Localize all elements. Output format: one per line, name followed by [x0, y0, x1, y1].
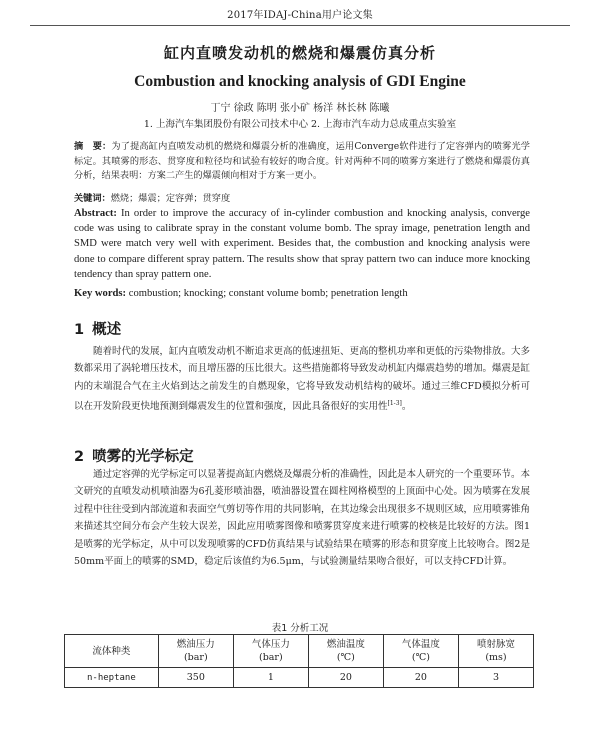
- keywords-en-label: Key words:: [74, 288, 127, 299]
- table-header-cell: 喷射脉宽 (ms): [458, 635, 533, 668]
- section-1-heading: [74, 318, 121, 339]
- citation: [1-3]: [387, 400, 402, 408]
- table-cell: 350: [158, 668, 233, 688]
- section-1-paragraph: [74, 343, 530, 416]
- section-2-title: 喷雾的光学标定: [92, 449, 194, 465]
- section-1-number: 1: [74, 322, 85, 338]
- table-header-cell: 流体种类: [65, 635, 159, 668]
- abstract-en: [74, 206, 530, 282]
- abstract-zh: [74, 140, 530, 184]
- table-cell: n-heptane: [65, 668, 159, 688]
- table-row: [65, 668, 534, 688]
- abstract-en-label: Abstract:: [74, 208, 117, 219]
- section-1-end: 。: [401, 401, 412, 413]
- keywords-zh: [74, 190, 530, 204]
- abstract-en-text: In order to improve the accuracy of in-cylinder combustion and knocking analysis, converge code was using to calibrate spray in the constant volume bomb. The spray image, penetration length and SMD were match very well with experiment. Besides that, the combustion and knocking analysis were done to compare different spray pattern. The results show that spray pattern two can induce more knocking tendency than spray pattern one.: [74, 208, 530, 280]
- affiliations: 1. 上海汽车集团股份有限公司技术中心 2. 上海市汽车动力总成重点实验室: [143, 119, 457, 130]
- abstract-zh-text: 为了提高缸内直喷发动机的燃烧和爆震分析的准确度，运用Converge软件进行了定容弹内的喷雾光学标定。其喷雾的形态、贯穿度和粒径均和试验有较好的吻合度。针对两种不同的喷雾方案进行了燃烧和爆震仿真分析，结果表明：方案二产生的爆震倾向相对于方案一更小。: [74, 141, 530, 182]
- table-header-cell: 燃油温度 (℃): [308, 635, 383, 668]
- table-cell: 20: [308, 668, 383, 688]
- section-2-heading: [74, 445, 194, 466]
- table-1: [64, 634, 534, 688]
- table-header-cell: 气体温度 (℃): [383, 635, 458, 668]
- table-cell: 20: [383, 668, 458, 688]
- section-2-number: 2: [74, 449, 85, 465]
- authors: 丁宁 徐政 陈明 张小矿 杨洋 林长林 陈曦: [210, 103, 390, 114]
- table-header-row: [65, 635, 534, 668]
- abstract-zh-label: 摘 要：: [74, 141, 112, 152]
- section-1-title: 概述: [92, 322, 122, 338]
- keywords-zh-label: 关键词：: [74, 193, 111, 204]
- keywords-en: [74, 288, 530, 299]
- table-header-cell: 气体压力 (bar): [233, 635, 308, 668]
- running-head: 2017年IDAJ-China用户论文集: [30, 6, 570, 26]
- keywords-zh-text: 燃烧；爆震；定容弹；贯穿度: [110, 193, 231, 204]
- table-cell: 1: [233, 668, 308, 688]
- keywords-en-text: combustion; knocking; constant volume bomb; penetration length: [128, 288, 408, 299]
- section-1-text: 随着时代的发展，缸内直喷发动机不断追求更高的低速扭矩、更高的整机功率和更低的污染物排放。大多数都采用了涡轮增压技术，而且增压器的压比很大。这些措施都将导致发动机缸内爆震趋势的增加。爆震是缸内的末端混合气在主火焰到达之前发生的自燃现象，它将导致发动机结构的破坏。通过三维CFD模拟分析可以在开发阶段更快地预测到爆震发生的位置和强度，因此具备很好的实用性: [74, 346, 531, 413]
- table-header-cell: 燃油压力 (bar): [158, 635, 233, 668]
- section-2-paragraph: 通过定容弹的光学标定可以显著提高缸内燃烧及爆震分析的准确性，因此是本人研究的一个重要环节。本文研究的直喷发动机喷油器为6孔菱形喷油器，喷油器设置在圆柱网格模型的上顶面中心处。因为喷雾在发展过程中往往受到内部流道和表面空气剪切等作用的共同影响，在其边缘会出现很多不规则区域，应用喷雾锥角来描述其空间分布会产生较大误差，因此应用喷雾图像和喷雾贯穿度来进行喷雾的校核是比较好的方法。图1是喷雾的光学标定，从中可以发现喷雾的CFD仿真结果与试验结果在喷雾的形态和贯穿度上比较吻合。图2是50mm平面上的喷雾的SMD，稳定后该值约为6.5μm，与试验测量结果吻合很好，可以支持CFD计算。: [74, 469, 531, 568]
- title-zh: 缸内直喷发动机的燃烧和爆震仿真分析: [163, 44, 436, 62]
- table-1-caption: 表1 分析工况: [271, 623, 329, 634]
- title-en: Combustion and knocking analysis of GDI Engine: [134, 73, 466, 90]
- table-cell: 3: [458, 668, 533, 688]
